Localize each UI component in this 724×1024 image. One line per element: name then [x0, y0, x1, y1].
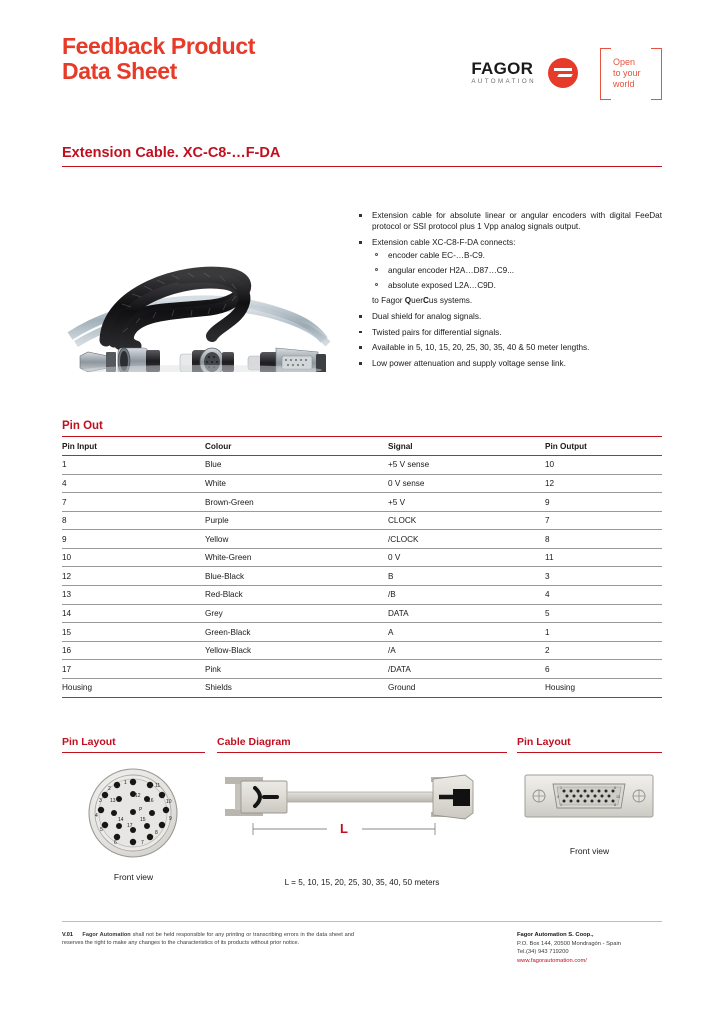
cell-pin-input: 14 — [62, 604, 205, 623]
cable-diagram-caption: L = 5, 10, 15, 20, 25, 30, 35, 40, 50 meters — [284, 878, 440, 887]
bullet-text: Extension cable XC-C8-F-DA connects: — [372, 237, 516, 247]
svg-text:P: P — [139, 807, 143, 813]
table-row — [62, 474, 662, 493]
cell-signal: 0 V — [388, 548, 545, 567]
pin-layout-right-rule — [517, 752, 662, 753]
company-name: Fagor Automation S. Coop., — [517, 932, 594, 938]
cell-pin-output: 12 — [545, 474, 662, 493]
svg-text:9: 9 — [557, 795, 559, 799]
cell-pin-input: 8 — [62, 511, 205, 530]
product-heading: Extension Cable. XC-C8-…F-DA — [62, 145, 281, 161]
cell-colour: Brown-Green — [205, 493, 388, 512]
cell-pin-output: 6 — [545, 660, 662, 679]
svg-text:15: 15 — [140, 817, 146, 823]
pinout-table — [62, 437, 662, 698]
cell-colour: Pink — [205, 660, 388, 679]
cell-pin-output: 3 — [545, 567, 662, 586]
cell-pin-input: 7 — [62, 493, 205, 512]
cell-pin-input: Housing — [62, 678, 205, 697]
company-address: P.O. Box 144, 20500 Mondragón - Spain — [517, 940, 621, 947]
footer-rule — [62, 921, 662, 922]
pinout-title: Pin Out — [62, 420, 103, 432]
cell-pin-input: 9 — [62, 530, 205, 549]
cell-colour: Blue-Black — [205, 567, 388, 586]
panel-pin-layout-right — [517, 736, 662, 856]
svg-text:14: 14 — [118, 817, 124, 823]
cable-right-connector — [431, 775, 473, 819]
cell-signal: 0 V sense — [388, 474, 545, 493]
svg-text:1: 1 — [560, 786, 562, 790]
cell-pin-input: 1 — [62, 456, 205, 475]
tagline-text — [613, 57, 641, 90]
product-photo-image — [62, 244, 344, 372]
fagor-wordmark — [471, 60, 536, 85]
fagor-arrow-circle-icon — [548, 58, 578, 88]
cell-pin-input: 10 — [62, 548, 205, 567]
table-header-row — [62, 437, 662, 456]
table-row — [62, 678, 662, 697]
sub-bullet-item: angular encoder H2A…D87…C9... — [372, 265, 662, 276]
document-title-line1: Feedback Product — [62, 33, 255, 59]
cell-pin-output: Housing — [545, 678, 662, 697]
table-row — [62, 548, 662, 567]
bullet-item: Extension cable for absolute linear or angular encoders with digital FeeDat protocol or SSI protocol plus 1 Vpp analog signals output. — [350, 210, 662, 232]
table-row — [62, 493, 662, 512]
bottom-panels — [62, 736, 662, 906]
product-heading-block — [62, 145, 662, 167]
cell-colour: White — [205, 474, 388, 493]
svg-text:3: 3 — [99, 798, 102, 804]
svg-text:4: 4 — [95, 813, 98, 819]
dsub-connector-diagram — [517, 765, 662, 835]
cell-signal: /DATA — [388, 660, 545, 679]
svg-text:15: 15 — [616, 795, 620, 799]
pinout-table-body — [62, 456, 662, 698]
table-row — [62, 586, 662, 605]
tagline-line3: world — [613, 79, 635, 89]
svg-text:8: 8 — [614, 803, 616, 807]
table-row — [62, 530, 662, 549]
cell-signal: A — [388, 623, 545, 642]
document-title-line2: Data Sheet — [62, 58, 177, 84]
cell-pin-output: 11 — [545, 548, 662, 567]
bullet-item: Twisted pairs for differential signals. — [350, 327, 662, 338]
cell-pin-output: 4 — [545, 586, 662, 605]
bracket-left-icon — [600, 48, 611, 100]
pin-layout-right-body — [517, 765, 662, 856]
cell-pin-output: 2 — [545, 641, 662, 660]
pin-layout-left-title: Pin Layout — [62, 736, 116, 748]
cell-signal: CLOCK — [388, 511, 545, 530]
cell-pin-output: 1 — [545, 623, 662, 642]
bullet-item: Dual shield for analog signals. — [350, 311, 662, 322]
cell-colour: Red-Black — [205, 586, 388, 605]
column-header-pin-output: Pin Output — [545, 437, 662, 456]
bullet-item — [350, 237, 662, 291]
table-row — [62, 456, 662, 475]
cell-colour: Yellow-Black — [205, 641, 388, 660]
document-version: V.01 — [62, 932, 73, 938]
fagor-logo — [471, 48, 662, 98]
cell-colour: Shields — [205, 678, 388, 697]
cell-signal: Ground — [388, 678, 545, 697]
column-header-pin-input: Pin Input — [62, 437, 205, 456]
cell-pin-input: 12 — [62, 567, 205, 586]
svg-text:12: 12 — [135, 793, 141, 799]
pin-layout-left-body — [62, 765, 205, 882]
connects-to-line — [350, 295, 662, 306]
company-phone: Tel.(34) 943 719200 — [517, 949, 569, 956]
cell-signal: DATA — [388, 604, 545, 623]
cell-signal: /A — [388, 641, 545, 660]
cell-signal: /B — [388, 586, 545, 605]
cell-pin-input: 15 — [62, 623, 205, 642]
page-footer — [62, 921, 662, 964]
svg-text:2: 2 — [108, 786, 111, 792]
cable-diagram-rule — [217, 752, 507, 753]
table-row — [62, 604, 662, 623]
svg-text:8: 8 — [614, 786, 616, 790]
svg-text:5: 5 — [100, 827, 103, 833]
cell-colour: Grey — [205, 604, 388, 623]
cell-signal: B — [388, 567, 545, 586]
feature-bullet-list — [350, 210, 662, 374]
table-row — [62, 511, 662, 530]
cell-pin-input: 16 — [62, 641, 205, 660]
product-heading-rule — [62, 166, 662, 167]
column-header-signal: Signal — [388, 437, 545, 456]
table-row — [62, 641, 662, 660]
panel-pin-layout-left — [62, 736, 205, 882]
svg-text:1: 1 — [124, 780, 127, 786]
footer-company-block — [517, 931, 717, 965]
bullet-item: Available in 5, 10, 15, 20, 25, 30, 35, 40 & 50 meter lengths. — [350, 342, 662, 353]
svg-text:6: 6 — [114, 840, 117, 846]
sub-bullet-item: encoder cable EC-…B-C9. — [372, 250, 662, 261]
disclaimer-text: shall not be held responsible for any printing or transcribing errors in the data sheet and reserves the right to make any changes to the characteristics of its products without prior notice. — [62, 932, 354, 947]
tagline-line1: Open — [613, 57, 636, 67]
cell-pin-input: 13 — [62, 586, 205, 605]
cell-pin-output: 5 — [545, 604, 662, 623]
circular-connector-diagram — [62, 765, 205, 861]
svg-text:1: 1 — [560, 803, 562, 807]
cell-signal: /CLOCK — [388, 530, 545, 549]
cell-pin-output: 10 — [545, 456, 662, 475]
panel-cable-diagram — [217, 736, 507, 887]
pin-layout-left-caption: Front view — [113, 872, 154, 882]
cell-pin-input: 4 — [62, 474, 205, 493]
svg-text:16: 16 — [148, 798, 154, 804]
product-photo — [62, 244, 344, 372]
fagor-logo-name: FAGOR — [471, 59, 534, 79]
cell-signal: +5 V — [388, 493, 545, 512]
cable-diagram-image — [217, 765, 507, 851]
cable-diagram-title: Cable Diagram — [217, 736, 291, 748]
pin-layout-right-title: Pin Layout — [517, 736, 571, 748]
intro-section — [62, 196, 662, 396]
tagline-bracket-frame — [600, 48, 662, 98]
quercus-q: Q — [404, 296, 412, 306]
quercus-suffix: us systems. — [428, 296, 473, 306]
document-title — [62, 34, 255, 84]
cable-left-connector — [225, 777, 287, 816]
svg-text:8: 8 — [155, 830, 158, 836]
cell-colour: Blue — [205, 456, 388, 475]
bullet-item: Low power attenuation and supply voltage sense link. — [350, 358, 662, 369]
tagline-line2: to your — [613, 68, 641, 78]
cell-colour: Green-Black — [205, 623, 388, 642]
svg-text:11: 11 — [155, 783, 161, 789]
page-header — [62, 34, 662, 114]
cell-pin-output: 7 — [545, 511, 662, 530]
svg-text:17: 17 — [127, 823, 133, 829]
pinout-section — [62, 420, 662, 698]
cell-pin-input: 17 — [62, 660, 205, 679]
cell-pin-output: 8 — [545, 530, 662, 549]
connector-pin-center — [130, 809, 136, 815]
disclaimer-company-name: Fagor Automation — [82, 932, 131, 938]
fagor-logo-subtitle: AUTOMATION — [471, 78, 536, 86]
cell-pin-output: 9 — [545, 493, 662, 512]
footer-disclaimer — [62, 931, 354, 948]
svg-text:7: 7 — [141, 840, 144, 846]
cell-colour: Purple — [205, 511, 388, 530]
quercus-c: C — [423, 296, 429, 306]
cable-body — [287, 792, 435, 802]
table-row — [62, 660, 662, 679]
company-website-link[interactable]: www.fagorautomation.com/ — [517, 957, 587, 964]
pin-layout-right-caption: Front view — [569, 846, 610, 856]
pin-layout-left-rule — [62, 752, 205, 753]
cell-colour: White-Green — [205, 548, 388, 567]
cable-length-label: L — [340, 821, 348, 836]
cable-diagram-body — [217, 765, 507, 887]
cell-colour: Yellow — [205, 530, 388, 549]
bracket-right-icon — [651, 48, 662, 100]
connects-to-prefix: to Fagor — [372, 296, 405, 306]
svg-text:9: 9 — [169, 816, 172, 822]
svg-text:13: 13 — [110, 798, 116, 804]
sub-bullet-item: absolute exposed L2A…C9D. — [372, 280, 662, 291]
column-header-colour: Colour — [205, 437, 388, 456]
svg-text:10: 10 — [166, 799, 172, 805]
quercus-uer: uer — [411, 296, 423, 306]
cell-signal: +5 V sense — [388, 456, 545, 475]
table-row — [62, 623, 662, 642]
table-row — [62, 567, 662, 586]
sub-bullet-list — [372, 250, 662, 291]
